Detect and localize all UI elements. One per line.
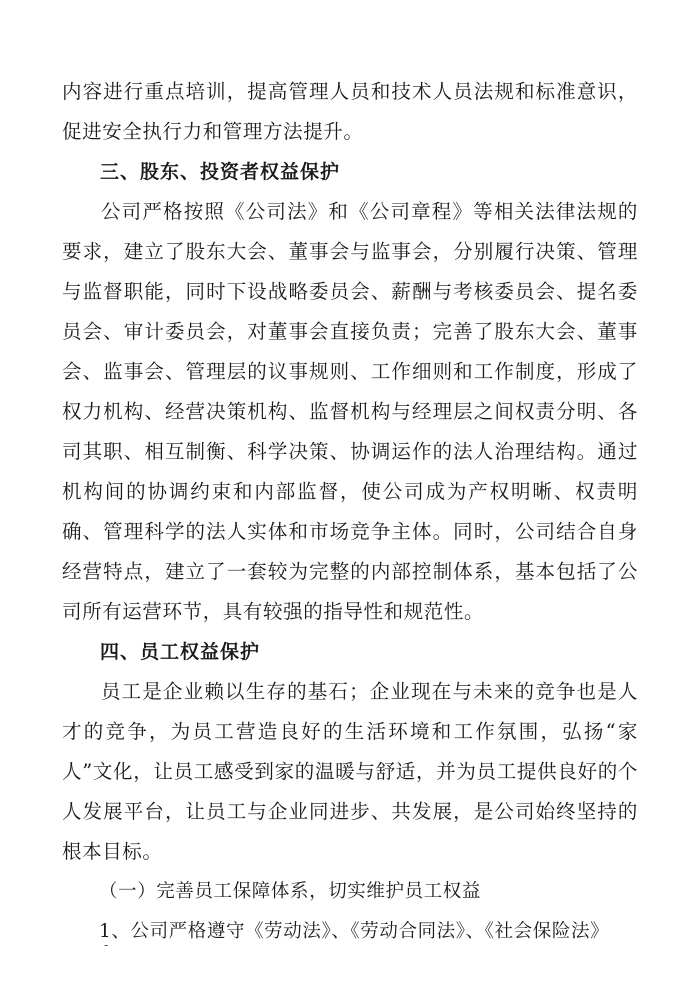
section-heading-shareholder-rights: 三、股东、投资者权益保护: [100, 161, 341, 183]
document-body: [62, 72, 638, 952]
page-footer-mark: -: [104, 938, 109, 953]
paragraph-continued-training: 内容进行重点培训，提高管理人员和技术人员法规和标准意识，促进安全执行力和管理方法提升。: [62, 80, 638, 143]
paragraph-employee-foundation: 员工是企业赖以生存的基石；企业现在与未来的竞争也是人才的竞争，为员工营造良好的生活环境和工作氛围，弘扬“家人”文化，让员工感受到家的温暖与舒适，并为员工提供良好的个人发展平台，让员工与企业同进步、共发展，是公司始终坚持的根本目标。: [62, 680, 638, 863]
section-heading-employee-rights: 四、员工权益保护: [100, 641, 261, 663]
paragraph-corporate-governance: 公司严格按照《公司法》和《公司章程》等相关法律法规的要求，建立了股东大会、董事会与监事会，分别履行决策、管理与监督职能，同时下设战略委员会、薪酬与考核委员会、提名委员会、审计委员会，对董事会直接负责；完善了股东大会、董事会、监事会、管理层的议事规则、工作细则和工作制度，形成了权力机构、经营决策机构、监督机构与经理层之间权责分明、各司其职、相互制衡、科学决策、协调运作的法人治理结构。通过机构间的协调约束和内部监督，使公司成为产权明晰、权责明确、管理科学的法人实体和市场竞争主体。同时，公司结合自身经营特点，建立了一套较为完整的内部控制体系，基本包括了公司所有运营环节，具有较强的指导性和规范性。: [62, 200, 638, 623]
subsection-heading-employee-protection-system: （一）完善员工保障体系，切实维护员工权益: [99, 881, 482, 902]
list-item-labor-law-compliance: 1、公司严格遵守《劳动法》、《劳动合同法》、《社会保险法》: [99, 921, 610, 942]
